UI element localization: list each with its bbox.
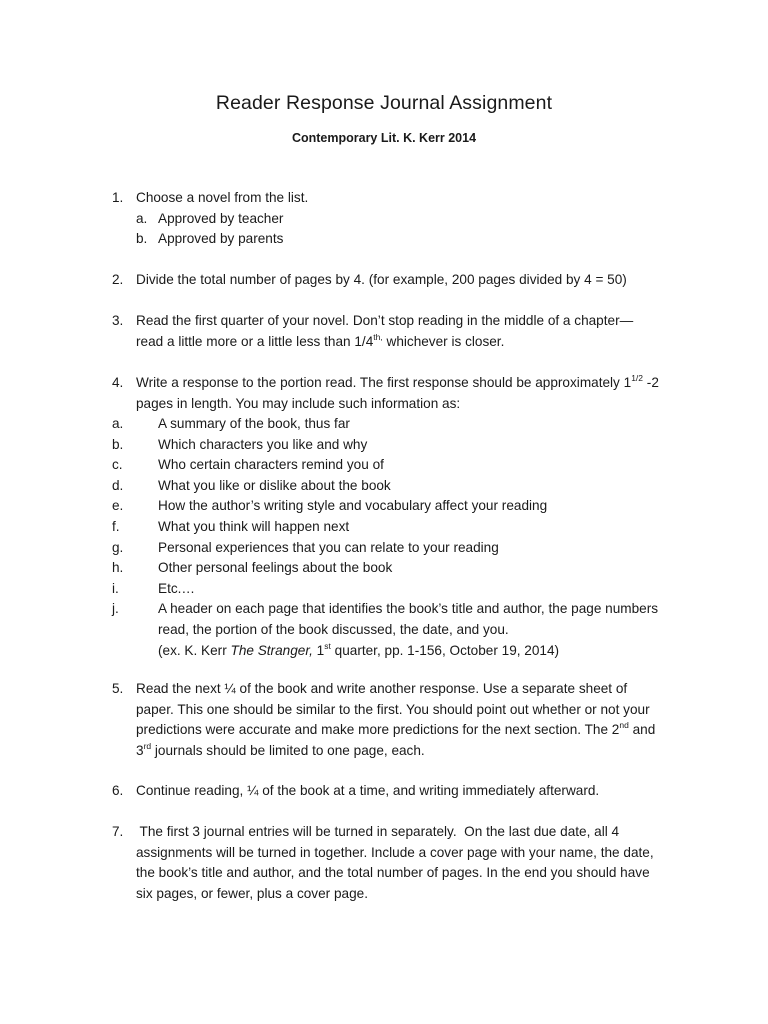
- sub-item: [112, 455, 682, 476]
- item-content: [136, 373, 684, 414]
- item-line: Divide the total number of pages by 4. (for example, 200 pages divided by 4 = 50): [136, 272, 627, 287]
- sub-item-text: Etc.…: [158, 580, 196, 596]
- sub-item-text: Approved by teacher: [158, 210, 284, 226]
- item-content: [136, 679, 684, 761]
- line-text: journals should be limited to one page, each.: [151, 742, 425, 758]
- item-line: Read the first quarter of your novel. Don’t stop reading in the middle of a chapter—: [136, 313, 634, 328]
- sub-item-text: Approved by parents: [158, 231, 284, 247]
- item-line: assignments will be turned in together. Include a cover page with your name, the date,: [136, 844, 654, 860]
- sub-item-letter: b.: [112, 436, 124, 452]
- sub-item-letter: j.: [112, 601, 119, 617]
- sub-item-text: Who certain characters remind you of: [158, 457, 384, 473]
- superscript: nd: [619, 720, 629, 731]
- sub-item-text: What you like or dislike about the book: [158, 477, 391, 493]
- item-content: [136, 188, 684, 250]
- item-line: Choose a novel from the list.: [136, 190, 309, 205]
- sub-item-letter: e.: [112, 498, 124, 514]
- sub-item: [136, 209, 684, 230]
- sub-item-letter: b.: [136, 231, 148, 247]
- sub-item-letter: a.: [136, 210, 148, 226]
- line-text: whichever is closer.: [382, 333, 505, 349]
- sub-item-text: Which characters you like and why: [158, 436, 368, 452]
- item-line: [136, 720, 684, 741]
- item-number: 2.: [112, 272, 124, 287]
- superscript: st: [324, 640, 331, 651]
- item-number: 7.: [112, 824, 124, 839]
- example-text: quarter, pp. 1-156, October 19, 2014): [330, 642, 560, 658]
- example-text: 1: [312, 642, 325, 658]
- document-title: Reader Response Journal Assignment: [215, 92, 553, 114]
- sub-item-text: How the author’s writing style and vocabulary affect your reading: [158, 498, 548, 514]
- sub-item-text: A header on each page that identifies the book’s title and author, the page numbers: [158, 601, 659, 617]
- item-content: [136, 311, 684, 352]
- item-number: 4.: [112, 375, 124, 390]
- sub-item-letter: h.: [112, 560, 124, 576]
- sub-item: [112, 476, 682, 497]
- sub-item-text: Other personal feelings about the book: [158, 560, 393, 576]
- item-number: 6.: [112, 783, 124, 798]
- line-text: predictions were accurate and make more predictions for the next section. The 2: [136, 722, 620, 738]
- item-line: [136, 332, 684, 353]
- sub-item-letter: a.: [112, 416, 124, 431]
- item-line: [136, 741, 684, 762]
- example-book-title: The Stranger,: [230, 642, 313, 658]
- sub-item: [112, 538, 682, 559]
- line-text: -2: [643, 375, 659, 390]
- sub-item-letter: g.: [112, 539, 124, 555]
- line-text: and: [628, 722, 656, 738]
- superscript: rd: [143, 740, 152, 751]
- item-number: 3.: [112, 313, 124, 328]
- sub-item-example: [112, 641, 682, 662]
- example-text: (ex. K. Kerr: [158, 642, 231, 658]
- sub-item: [112, 496, 682, 517]
- sub-item-letter: i.: [112, 580, 119, 596]
- item-line: [136, 373, 684, 394]
- sub-item-text: Personal experiences that you can relate to your reading: [158, 539, 499, 555]
- item-content: [136, 270, 684, 291]
- item-line: the book’s title and author, and the total number of pages. In the end you should have: [136, 865, 650, 881]
- sub-item: [112, 558, 682, 579]
- sub-item-text: A summary of the book, thus far: [158, 416, 350, 431]
- sub-item-continuation: read, the portion of the book discussed, the date, and you.: [158, 621, 509, 637]
- item-content: [136, 781, 684, 802]
- superscript: 1/2: [631, 373, 644, 383]
- sub-item-letter: d.: [112, 477, 124, 493]
- sub-item: [136, 229, 684, 250]
- line-text: 3: [136, 742, 144, 758]
- item-line: Continue reading, ¼ of the book at a time, and writing immediately afterward.: [136, 783, 600, 798]
- sub-item-list: [112, 414, 682, 661]
- sub-item-letter: c.: [112, 457, 123, 473]
- document-subtitle: Contemporary Lit. K. Kerr 2014: [291, 131, 477, 145]
- sub-item: [112, 599, 682, 620]
- item-line: The first 3 journal entries will be turned in separately. On the last due date, all 4: [136, 824, 620, 839]
- item-line: pages in length. You may include such information as:: [136, 395, 461, 411]
- line-text: Write a response to the portion read. The first response should be approximately 1: [136, 375, 632, 390]
- sub-item: [112, 517, 682, 538]
- item-number: 5.: [112, 681, 124, 696]
- sub-item: [112, 435, 682, 456]
- superscript: th,: [373, 331, 383, 342]
- item-number: 1.: [112, 190, 124, 205]
- item-content: [136, 822, 684, 904]
- sub-item: [112, 579, 682, 600]
- sub-item-text: What you think will happen next: [158, 518, 350, 534]
- item-line: paper. This one should be similar to the first. You should point out whether or not your: [136, 701, 650, 717]
- sub-item: [112, 414, 682, 435]
- item-line: Read the next ¼ of the book and write another response. Use a separate sheet of: [136, 681, 628, 696]
- line-text: read a little more or a little less than 1/4: [136, 333, 374, 349]
- sub-item-letter: f.: [112, 518, 120, 534]
- item-line: six pages, or fewer, plus a cover page.: [136, 885, 368, 901]
